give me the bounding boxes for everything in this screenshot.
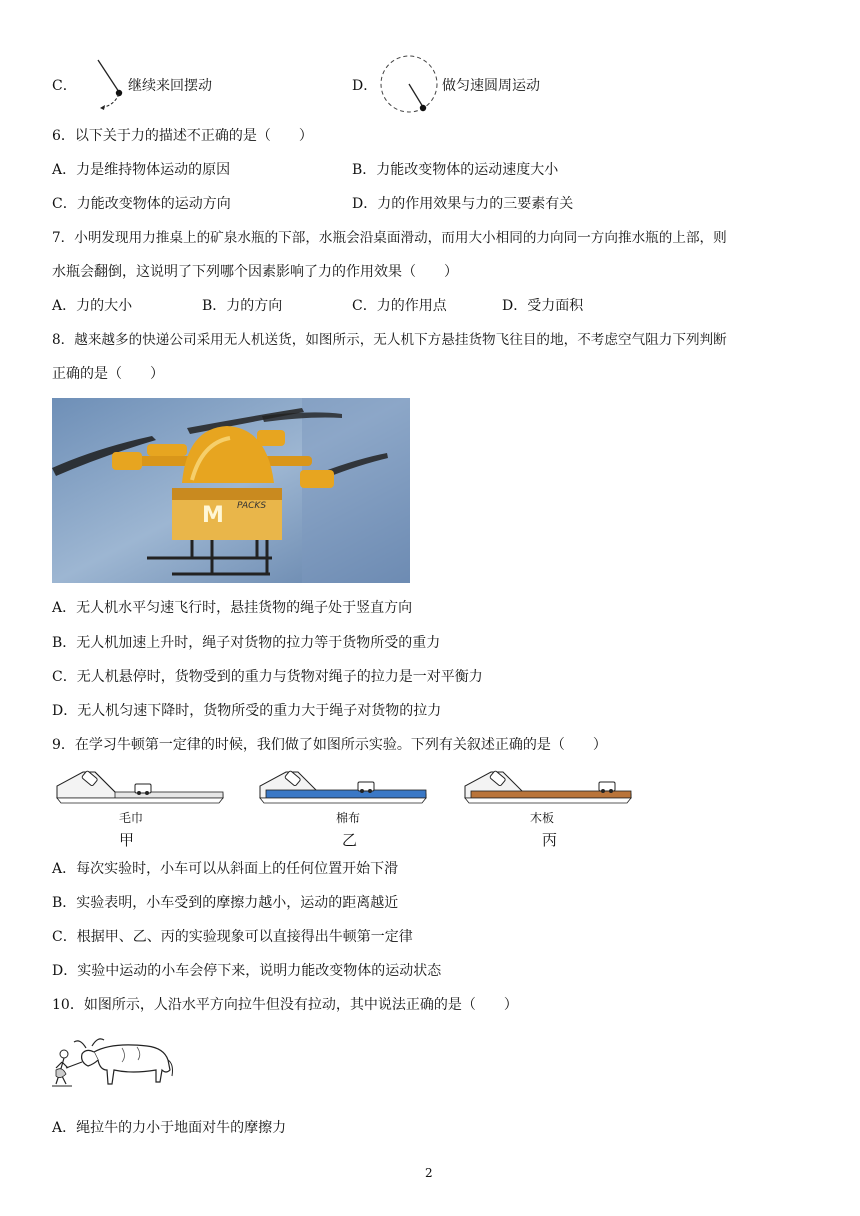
q8-stem-line1: 8．越来越多的快递公司采用无人机送货，如图所示，无人机下方悬挂货物飞往目的地，不考虑空气阻力下列判断: [52, 332, 727, 348]
panel-bing-surface: 木板: [530, 811, 555, 825]
panel-yi-tag: 乙: [342, 831, 358, 849]
panel-jia-tag: 甲: [119, 831, 135, 849]
q7-option-b: B．力的方向: [202, 298, 283, 314]
page-number: 2: [425, 1166, 433, 1180]
package-letter: M: [202, 503, 224, 528]
circular-motion-figure: [378, 52, 442, 116]
q10-stem: 10．如图所示，人沿水平方向拉牛但没有拉动，其中说法正确的是（ ）: [52, 997, 518, 1013]
q5-option-c-text: 继续来回摆动: [128, 78, 212, 94]
q6-option-c: C．力能改变物体的运动方向: [52, 196, 231, 212]
q5-option-d-text: 做匀速圆周运动: [442, 78, 540, 94]
delivery-drone-photo: [52, 398, 410, 583]
q7-option-d: D．受力面积: [502, 298, 584, 314]
person-pulling-ox-figure: [52, 1030, 177, 1098]
q9-stem: 9．在学习牛顿第一定律的时候，我们做了如图所示实验。下列有关叙述正确的是（ ）: [52, 737, 607, 753]
panel-bing-tag: 丙: [542, 831, 558, 849]
q6-option-d: D．力的作用效果与力的三要素有关: [352, 196, 574, 212]
pendulum-swing-figure: [88, 58, 128, 114]
q9-option-d: D．实验中运动的小车会停下来，说明力能改变物体的运动状态: [52, 963, 442, 979]
q7-option-c: C．力的作用点: [352, 298, 447, 314]
q6-option-a: A．力是维持物体运动的原因: [52, 162, 231, 178]
q6-stem: 6．以下关于力的描述不正确的是（ ）: [52, 128, 313, 144]
incline-cotton-figure: [258, 768, 430, 808]
q9-option-b: B．实验表明，小车受到的摩擦力越小，运动的距离越近: [52, 895, 399, 911]
panel-yi-surface: 棉布: [336, 811, 361, 825]
q9-option-c: C．根据甲、乙、丙的实验现象可以直接得出牛顿第一定律: [52, 929, 413, 945]
q8-option-a: A．无人机水平匀速飞行时，悬挂货物的绳子处于竖直方向: [52, 600, 413, 616]
q5-option-c-letter: C．: [52, 78, 77, 94]
q9-option-a: A．每次实验时，小车可以从斜面上的任何位置开始下滑: [52, 861, 399, 877]
q7-stem-line1: 7．小明发现用力推桌上的矿泉水瓶的下部，水瓶会沿桌面滑动，而用大小相同的力向同一方向推水瓶的上部，则: [52, 230, 727, 246]
incline-wood-figure: [463, 768, 635, 808]
panel-jia-surface: 毛巾: [119, 811, 144, 825]
q8-stem-line2: 正确的是（ ）: [52, 366, 164, 382]
incline-towel-figure: [55, 768, 227, 808]
q5-option-d-letter: D．: [352, 78, 378, 94]
package-text: PACKS: [237, 501, 267, 511]
q7-stem-line2: 水瓶会翻倒，这说明了下列哪个因素影响了力的作用效果（ ）: [52, 264, 458, 280]
q7-option-a: A．力的大小: [52, 298, 133, 314]
q10-option-a: A．绳拉牛的力小于地面对牛的摩擦力: [52, 1120, 287, 1136]
q6-option-b: B．力能改变物体的运动速度大小: [352, 162, 559, 178]
q8-option-c: C．无人机悬停时，货物受到的重力与货物对绳子的拉力是一对平衡力: [52, 669, 483, 685]
q8-option-d: D．无人机匀速下降时，货物所受的重力大于绳子对货物的拉力: [52, 703, 442, 719]
q8-option-b: B．无人机加速上升时，绳子对货物的拉力等于货物所受的重力: [52, 635, 441, 651]
